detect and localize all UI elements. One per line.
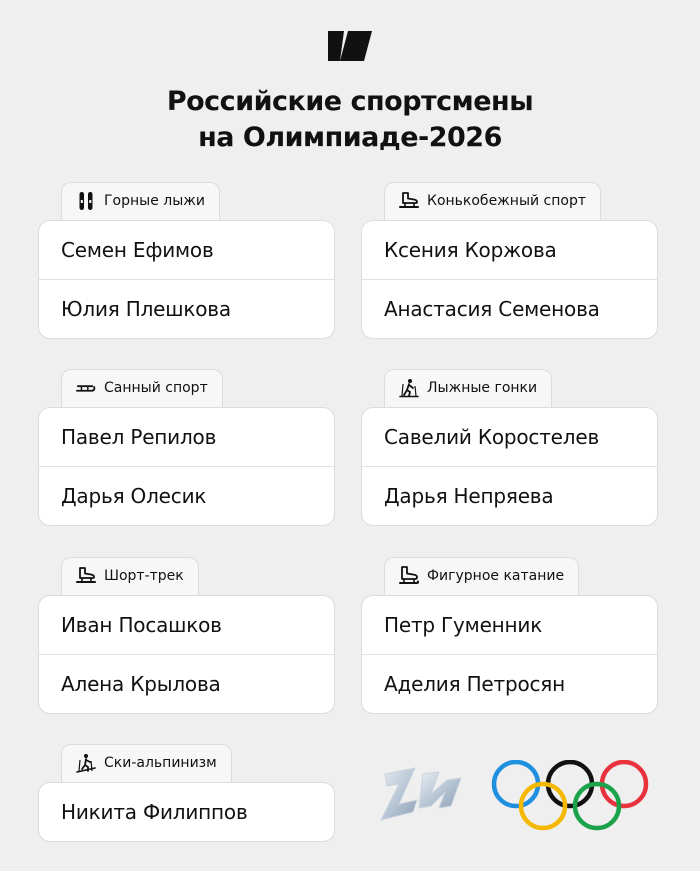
skis-icon	[76, 191, 96, 211]
sport-name: Фигурное катание	[427, 567, 565, 584]
title-line-1: Российские спортсмены	[166, 86, 534, 117]
athletes-card	[38, 407, 335, 526]
sport-name: Лыжные гонки	[427, 379, 538, 396]
ring-black	[548, 762, 592, 806]
sport-tab	[384, 369, 552, 407]
sport-tab	[61, 744, 232, 782]
page-title	[0, 84, 700, 156]
sport-tab	[61, 369, 223, 407]
short-track-skate-icon	[76, 566, 96, 586]
athlete-row: Семен Ефимов	[61, 238, 214, 262]
athlete-row: Дарья Олесик	[39, 466, 334, 525]
ring-yellow	[521, 784, 565, 828]
olympic-rings-icon	[490, 760, 650, 832]
athletes-card	[38, 595, 335, 714]
brand-logo	[328, 31, 372, 61]
ring-red	[602, 762, 646, 806]
title-line-2: на Олимпиаде-2026	[198, 122, 502, 153]
athlete-row: Ксения Коржова	[384, 238, 557, 262]
athletes-card	[361, 407, 658, 526]
athlete-row: Юлия Плешкова	[39, 279, 334, 338]
athlete-row: Иван Посашков	[61, 613, 222, 637]
ring-blue	[494, 762, 538, 806]
sport-tab	[61, 182, 220, 220]
athlete-row: Аделия Петросян	[362, 654, 657, 713]
ring-green	[575, 784, 619, 828]
athletes-card	[361, 595, 658, 714]
luge-icon	[76, 378, 96, 398]
cross-country-skier-icon	[399, 378, 419, 398]
milano-cortina-2026-logo	[377, 760, 467, 832]
sport-tab	[384, 557, 579, 595]
sport-name: Ски-альпинизм	[104, 754, 217, 771]
sport-name: Горные лыжи	[104, 192, 205, 209]
athletes-card	[361, 220, 658, 339]
athlete-row: Савелий Коростелев	[384, 425, 600, 449]
sport-name: Санный спорт	[104, 379, 208, 396]
athlete-row: Никита Филиппов	[61, 800, 248, 824]
athlete-row: Дарья Непряева	[362, 466, 657, 525]
figure-skate-icon	[399, 566, 419, 586]
sport-tab	[61, 557, 199, 595]
sport-name: Шорт-трек	[104, 567, 184, 584]
athlete-row: Алена Крылова	[39, 654, 334, 713]
sport-name: Конькобежный спорт	[427, 192, 587, 209]
athletes-card	[38, 782, 335, 842]
ski-mountaineering-icon	[76, 753, 96, 773]
athlete-row: Анастасия Семенова	[362, 279, 657, 338]
athlete-row: Павел Репилов	[61, 425, 217, 449]
athlete-row: Петр Гуменник	[384, 613, 543, 637]
sport-tab	[384, 182, 601, 220]
athletes-card	[38, 220, 335, 339]
speed-skate-icon	[399, 191, 419, 211]
